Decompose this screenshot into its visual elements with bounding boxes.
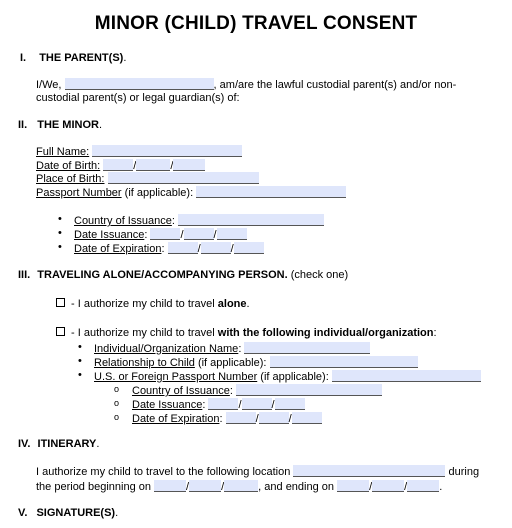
date-separator: / — [230, 243, 234, 255]
minor-country-field[interactable] — [178, 214, 324, 226]
minor-issuance-label: Date Issuance — [74, 229, 145, 241]
colon: : — [219, 413, 223, 425]
destination-field[interactable] — [293, 465, 445, 477]
end-year-field[interactable] — [407, 480, 439, 492]
option-1-suffix: . — [246, 298, 250, 310]
section-3-number: III. — [18, 269, 31, 281]
start-month-field[interactable] — [154, 480, 186, 492]
circle-bullet-icon: o — [114, 384, 120, 394]
itinerary-line-1-text: I authorize my child to travel to the following location — [36, 466, 294, 478]
end-month-field[interactable] — [337, 480, 369, 492]
option-2-suffix: : — [433, 327, 437, 339]
section-4-number: IV. — [18, 438, 31, 450]
parent-line-2: custodial parent(s) or legal guardian(s) of: — [36, 92, 240, 104]
minor-pob-field[interactable] — [108, 172, 259, 184]
itinerary-line-1 — [36, 465, 479, 479]
colon: : — [202, 399, 206, 411]
option-1-bold: alone — [217, 298, 247, 310]
parent-line-1 — [36, 78, 456, 92]
companion-relationship-field[interactable] — [270, 356, 418, 368]
start-day-field[interactable] — [189, 480, 221, 492]
companion-country-field[interactable] — [236, 384, 382, 396]
option-1-text: - I authorize my child to travel — [68, 298, 218, 310]
bullet-icon: • — [78, 355, 82, 367]
start-year-field[interactable] — [224, 480, 258, 492]
section-2-title: THE MINOR — [37, 119, 99, 131]
option-travel-accompanied — [56, 327, 437, 340]
minor-dob-day[interactable] — [136, 159, 170, 171]
date-separator: / — [133, 160, 137, 172]
companion-expiration-label: Date of Expiration — [132, 413, 220, 425]
minor-dob-label: Date of Birth: — [36, 160, 101, 172]
minor-full-name-row — [36, 145, 242, 159]
companion-name-label: Individual/Organization Name — [94, 343, 239, 355]
itinerary-line-1-end: during — [445, 466, 480, 478]
bullet-icon: • — [78, 369, 82, 381]
minor-pob-label: Place of Birth: — [36, 173, 105, 185]
section-3-suffix: (check one) — [287, 269, 349, 281]
minor-passport-row — [36, 186, 346, 200]
date-separator: / — [186, 481, 190, 493]
section-4-heading — [18, 438, 99, 450]
bullet-icon: • — [78, 341, 82, 353]
companion-expiration-month[interactable] — [226, 412, 256, 424]
companion-passport-suffix: (if applicable): — [257, 371, 329, 383]
companion-issuance-label: Date Issuance — [132, 399, 203, 411]
option-travel-alone — [56, 298, 250, 311]
section-1-title: THE PARENT(S) — [39, 52, 124, 64]
section-4-dot: . — [96, 438, 100, 450]
companion-name-row — [94, 342, 370, 356]
colon: : — [171, 215, 175, 227]
parent-line-1-suffix: , am/are the lawful custodial parent(s) and/or non- — [213, 79, 457, 91]
colon: : — [144, 229, 148, 241]
circle-bullet-icon: o — [114, 398, 120, 408]
section-2-heading — [18, 119, 102, 131]
minor-dob-month[interactable] — [103, 159, 133, 171]
option-2-text: - I authorize my child to travel — [68, 327, 218, 339]
date-separator: / — [238, 399, 242, 411]
date-separator: / — [213, 229, 217, 241]
companion-country-row — [132, 384, 382, 398]
bullet-icon: • — [58, 241, 62, 253]
minor-dob-year[interactable] — [173, 159, 205, 171]
itinerary-line-2 — [36, 480, 442, 494]
minor-full-name-field[interactable] — [92, 145, 242, 157]
section-5-number: V. — [18, 507, 28, 519]
companion-name-field[interactable] — [244, 342, 370, 354]
date-separator: / — [255, 413, 259, 425]
date-separator: / — [271, 399, 275, 411]
date-separator: / — [170, 160, 174, 172]
companion-issuance-day[interactable] — [242, 398, 272, 410]
date-separator: / — [197, 243, 201, 255]
companion-passport-label: U.S. or Foreign Passport Number — [94, 371, 258, 383]
minor-dob-row — [36, 159, 205, 173]
section-5-dot: . — [115, 507, 119, 519]
minor-expiration-label: Date of Expiration — [74, 243, 162, 255]
parent-name-field[interactable] — [65, 78, 214, 90]
section-2-number: II. — [18, 119, 28, 131]
bullet-icon: • — [58, 227, 62, 239]
minor-expiration-month[interactable] — [168, 242, 198, 254]
minor-issuance-year[interactable] — [217, 228, 247, 240]
companion-issuance-row — [132, 398, 305, 412]
minor-full-name-label: Full Name: — [36, 146, 90, 158]
companion-expiration-year[interactable] — [292, 412, 322, 424]
option-2-bold: with the following individual/organization — [217, 327, 434, 339]
minor-passport-field[interactable] — [196, 186, 346, 198]
date-separator: / — [288, 413, 292, 425]
minor-pob-row — [36, 172, 259, 186]
section-3-heading — [18, 269, 348, 281]
date-separator: / — [369, 481, 373, 493]
section-4-title: ITINERARY — [37, 438, 97, 450]
minor-country-row — [74, 214, 324, 228]
section-1-heading — [20, 52, 126, 64]
circle-bullet-icon: o — [114, 412, 120, 422]
minor-issuance-day[interactable] — [184, 228, 214, 240]
companion-expiration-day[interactable] — [259, 412, 289, 424]
minor-issuance-row — [74, 228, 247, 242]
itinerary-end-label: , and ending on — [258, 481, 338, 493]
companion-relationship-label: Relationship to Child — [94, 357, 195, 369]
companion-passport-row — [94, 370, 481, 384]
companion-relationship-row — [94, 356, 418, 370]
companion-issuance-month[interactable] — [208, 398, 238, 410]
section-5-title: SIGNATURE(S) — [36, 507, 116, 519]
bullet-icon: • — [58, 213, 62, 225]
minor-expiration-year[interactable] — [234, 242, 264, 254]
minor-passport-suffix: (if applicable): — [121, 187, 194, 199]
minor-passport-label: Passport Number — [36, 187, 122, 199]
companion-passport-field[interactable] — [332, 370, 481, 382]
section-3-title: TRAVELING ALONE/ACCOMPANYING PERSON. — [37, 269, 288, 281]
date-separator: / — [221, 481, 225, 493]
travel-accompanied-checkbox[interactable] — [56, 327, 65, 336]
minor-expiration-row — [74, 242, 264, 256]
minor-country-label: Country of Issuance — [74, 215, 172, 227]
section-5-heading — [18, 507, 118, 519]
section-2-dot: . — [98, 119, 103, 131]
companion-expiration-row — [132, 412, 322, 426]
companion-issuance-year[interactable] — [275, 398, 305, 410]
date-separator: / — [404, 481, 408, 493]
date-separator: / — [180, 229, 184, 241]
colon: : — [229, 385, 233, 397]
travel-alone-checkbox[interactable] — [56, 298, 65, 307]
companion-relationship-suffix: (if applicable): — [194, 357, 267, 369]
end-day-field[interactable] — [372, 480, 404, 492]
parent-line-1-prefix: I/We, — [36, 79, 62, 91]
colon: : — [238, 343, 242, 355]
minor-expiration-day[interactable] — [201, 242, 231, 254]
document-title: MINOR (CHILD) TRAVEL CONSENT — [94, 13, 418, 34]
itinerary-start-label: the period beginning on — [36, 481, 155, 493]
itinerary-line-2-end: . — [439, 481, 443, 493]
section-1-dot: . — [123, 52, 127, 64]
minor-issuance-month[interactable] — [150, 228, 180, 240]
section-1-number: I. — [20, 52, 27, 64]
companion-country-label: Country of Issuance — [132, 385, 230, 397]
colon: : — [161, 243, 165, 255]
